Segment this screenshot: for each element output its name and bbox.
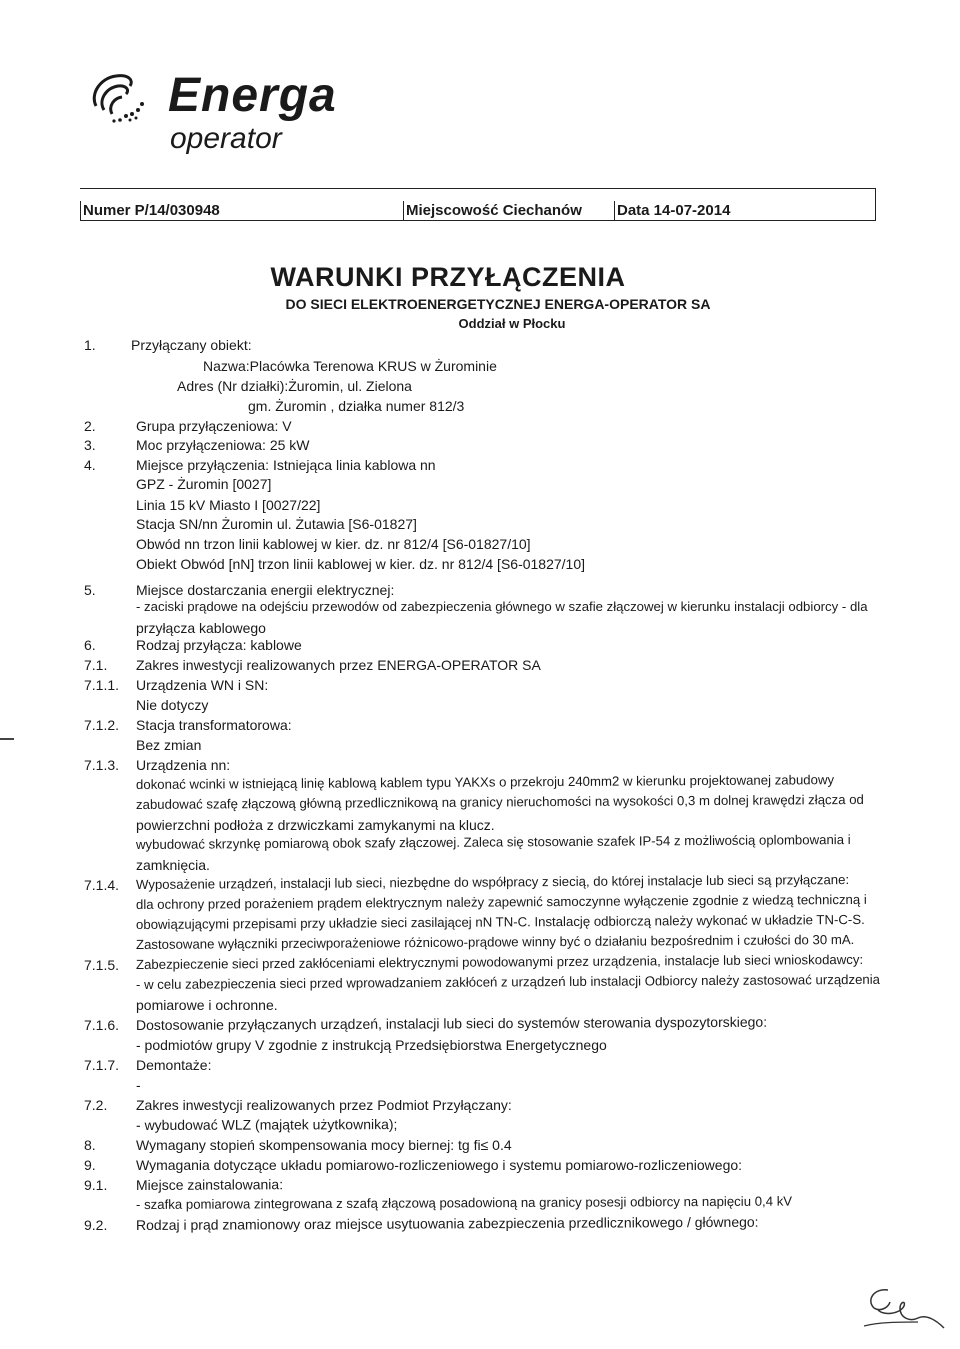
item-number: 7.1.3. xyxy=(84,757,120,773)
item-number: 2. xyxy=(84,418,96,434)
item-number: 7.2. xyxy=(84,1097,108,1113)
item-text: Obiekt Obwód [nN] trzon linii kablowej w kier. dz. nr 812/4 [S6-01827/10] xyxy=(136,556,586,572)
document-date: Data 14-07-2014 xyxy=(614,201,875,221)
item-text: Miejsce zainstalowania: xyxy=(135,1176,284,1193)
item-text: Nazwa:Placówka Terenowa KRUS w Żurominie xyxy=(203,358,497,374)
item-number: 7.1.7. xyxy=(84,1057,120,1073)
item-text: Nie dotyczy xyxy=(136,697,209,713)
handwritten-signature xyxy=(860,1282,950,1337)
item-text: - xyxy=(136,1077,141,1093)
item-text: Zakres inwestycji realizowanych przez ENERGA-OPERATOR SA xyxy=(136,657,541,673)
item-text: Adres (Nr działki):Żuromin, ul. Zielona xyxy=(177,378,412,394)
item-text: Rodzaj i prąd znamionowy oraz miejsce usytuowania zabezpieczenia przedlicznikowego / głównego: xyxy=(135,1213,759,1233)
item-text: Wymagania dotyczące układu pomiarowo-rozliczeniowego i systemu pomiarowo-rozliczeniowego: xyxy=(136,1157,743,1173)
item-number: 6. xyxy=(84,637,96,653)
page-title: WARUNKI PRZYŁĄCZENIA xyxy=(270,262,626,292)
item-number: 9.2. xyxy=(84,1217,108,1233)
item-text: Wyposażenie urządzeń, instalacji lub sieci, niezbędne do współpracy z siecią, do której instalacje lub sieci są przyłączane: xyxy=(135,872,850,892)
document-place: Miejscowość Ciechanów xyxy=(403,201,614,221)
item-number: 4. xyxy=(84,457,96,473)
item-text: Wymagany stopień skompensowania mocy biernej: tg fi≤ 0.4 xyxy=(136,1137,512,1153)
header-box xyxy=(80,188,876,221)
item-number: 7.1.2. xyxy=(84,717,120,733)
item-text: GPZ - Żuromin [0027] xyxy=(136,476,272,492)
item-text: - zaciski prądowe na odejściu przewodów od zabezpieczenia głównego w szafie złączowej w kierunku instalacji odbiorcy - dla xyxy=(136,599,868,614)
item-text: Urządzenia WN i SN: xyxy=(136,677,269,693)
item-text: Zastosowane wyłączniki przeciwporażeniowe różnicowo-prądowe winny być o działaniu bezpośrednim i czułości do 30 mA. xyxy=(135,931,855,952)
item-text: Linia 15 kV Miasto I [0027/22] xyxy=(136,497,321,513)
item-text: pomiarowe i ochronne. xyxy=(136,997,278,1013)
item-text: - szafka pomiarowa zintegrowana z szafą złączową posadowioną na granicy posesji odbiorcy na napięciu 0,4 kV xyxy=(135,1193,793,1212)
item-text: Zakres inwestycji realizowanych przez Podmiot Przyłączany: xyxy=(136,1097,512,1113)
item-text: dokonać wcinki w istniejącą linię kablową kablem typu YAKXs o przekroju 240mm2 w kierunku projektowanej zabudowy xyxy=(135,772,835,792)
item-text: Stacja transformatorowa: xyxy=(136,717,292,733)
brand-name: Energa xyxy=(168,69,337,122)
item-text: Bez zmian xyxy=(136,737,202,753)
item-number: 9.1. xyxy=(84,1177,108,1193)
item-text: wybudować skrzynkę pomiarową obok szafy złączowej. Zaleca się stosowanie szafek IP-54 z możliwością oplombowania i xyxy=(135,832,851,852)
item-text: Obwód nn trzon linii kablowej w kier. dz. nr 812/4 [S6-01827/10] xyxy=(136,536,531,552)
item-text: Demontaże: xyxy=(136,1057,212,1073)
item-text: Dostosowanie przyłączanych urządzeń, instalacji lub sieci do systemów sterowania dyspozytorskiego: xyxy=(135,1013,768,1033)
item-text: Grupa przyłączeniowa: V xyxy=(136,418,292,434)
item-number: 9. xyxy=(84,1157,96,1173)
item-text: Urządzenia nn: xyxy=(136,757,231,773)
item-text: Rodzaj przyłącza: kablowe xyxy=(136,637,302,653)
item-text: - podmiotów grupy V zgodnie z instrukcją Przedsiębiorstwa Energetycznego xyxy=(136,1037,607,1053)
item-number: 3. xyxy=(84,437,96,453)
energa-logo xyxy=(82,66,372,156)
item-text: zabudować szafę złączową główną przedlicznikową na granicy nieruchomości na wysokości 0,3 m dolnej krawędzi złącza od xyxy=(135,791,864,812)
item-text: Miejsce przyłączenia: Istniejąca linia kablowa nn xyxy=(136,457,436,473)
item-number: 7.1.1. xyxy=(84,677,120,693)
branch-name: Oddział w Płocku xyxy=(458,316,566,331)
item-number: 7.1.5. xyxy=(84,957,120,973)
brand-subtitle: operator xyxy=(170,122,282,155)
item-text: Miejsce dostarczania energii elektrycznej: xyxy=(136,582,395,598)
item-text: zamknięcia. xyxy=(136,857,210,873)
item-number: 7.1.6. xyxy=(84,1017,120,1033)
item-text: gm. Żuromin , działka numer 812/3 xyxy=(248,398,465,414)
item-text: Moc przyłączeniowa: 25 kW xyxy=(136,437,310,453)
item-number: 7.1. xyxy=(84,657,108,673)
item-number: 5. xyxy=(84,582,96,598)
energa-swirl-icon xyxy=(82,66,168,128)
item-number: 8. xyxy=(84,1137,96,1153)
item-text: przyłącza kablowego xyxy=(136,620,266,636)
margin-mark xyxy=(0,738,14,740)
item-number: 7.1.4. xyxy=(84,877,120,893)
document-number: Numer P/14/030948 xyxy=(80,201,403,221)
item-text: Stacja SN/nn Żuromin ul. Żutawia [S6-01827] xyxy=(136,516,417,532)
item-text: - w celu zabezpieczenia sieci przed wprowadzaniem zakłóceń z urządzeń lub instalacji Odbiorcy należy zastosować urządzenia xyxy=(135,971,881,992)
page-subtitle: DO SIECI ELEKTROENERGETYCZNEJ ENERGA-OPERATOR SA xyxy=(285,296,711,312)
item-text: dla ochrony przed porażeniem prądem elektrycznym należy zapewnić samoczynne wyłączenie zgodnie z wiedzą techniczną i xyxy=(135,891,867,912)
item-text: Przyłączany obiekt: xyxy=(131,337,252,353)
item-text: obowiązującymi przepisami przy układzie sieci zasilającej nN TN-C. Instalację odbiorczą należy wykonać w układzie TN-C-S. xyxy=(135,911,865,932)
item-text: - wybudować WLZ (majątek użytkownika); xyxy=(135,1116,398,1133)
item-text: powierzchni podłoża z drzwiczkami zamykanymi na klucz. xyxy=(136,817,495,833)
item-text: Zabezpieczenie sieci przed zakłóceniami elektrycznymi powodowanymi przez urządzenia, instalacje lub sieci wnioskodawcy: xyxy=(135,951,864,972)
item-number: 1. xyxy=(84,337,96,353)
